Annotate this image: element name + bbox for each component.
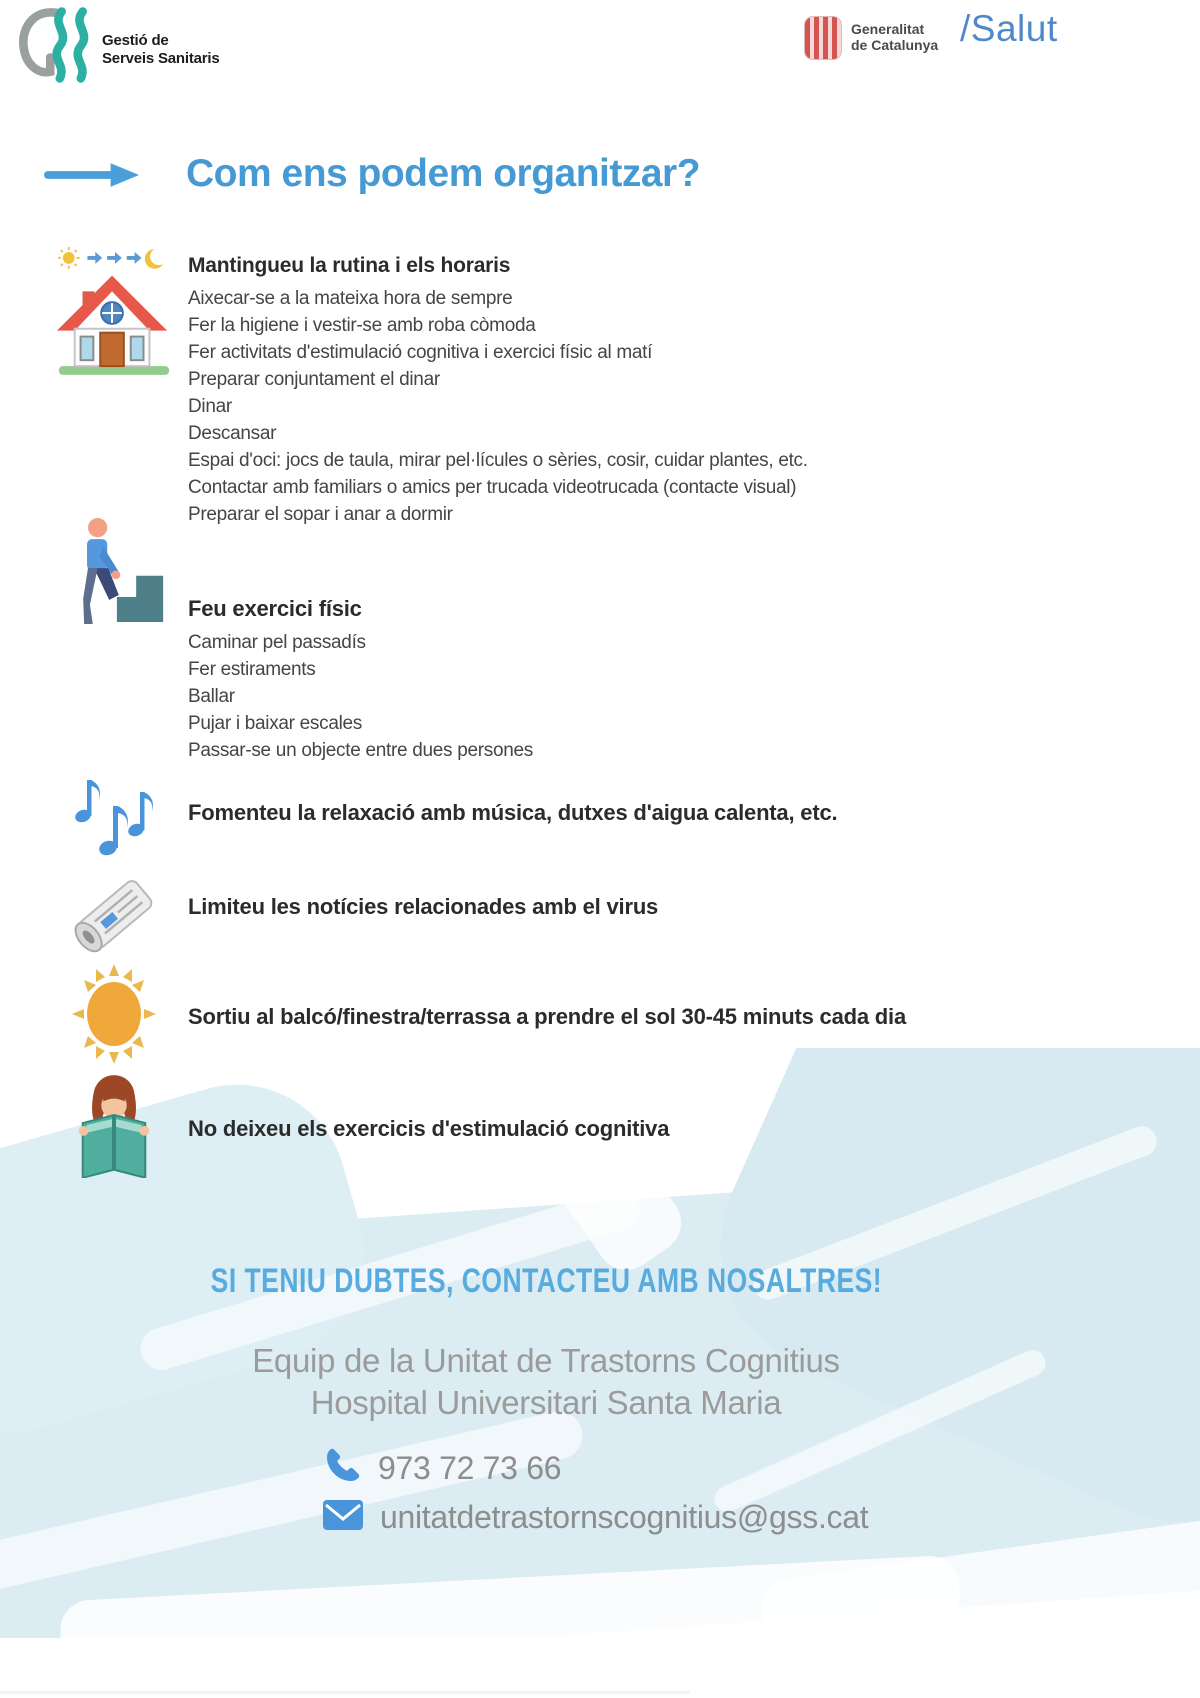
list-item: Fer activitats d'estimulació cognitiva i exercici físic al matí [188,342,653,363]
team-block [0,1340,1092,1424]
phone-number: 973 72 73 66 [378,1450,562,1486]
generalitat-text [851,21,938,53]
email-address: unitatdetrastornscognitius@gss.cat [380,1499,869,1535]
list-item: Aixecar-se a la mateixa hora de sempre [188,288,513,309]
generalitat-line1: Generalitat [851,21,925,37]
newspaper-icon [65,868,163,971]
envelope-icon [322,1499,364,1536]
gss-text-line2: Serveis Sanitaris [102,50,220,67]
section-relaxation [40,770,1170,867]
list-item: Fer la higiene i vestir-se amb roba còmoda [188,315,536,336]
section-heading: Limiteu les notícies relacionades amb el virus [188,894,659,919]
generalitat-logo [804,16,938,60]
cta-banner [0,1262,1092,1301]
phone-icon [322,1446,362,1491]
section-sunlight [40,964,1170,1069]
gss-logo [12,2,220,91]
list-item: Descansar [188,423,277,444]
section-cognitive [40,1070,1170,1183]
section-routine [40,246,1170,528]
list-item: Espai d'oci: jocs de taula, mirar pel·lícules o sèries, cosir, cuidar plantes, etc. [188,450,808,471]
climbing-stairs-icon [61,502,167,643]
email-row [322,1499,868,1536]
list-item: Pujar i baixar escales [188,713,362,734]
cta-text: SI TENIU DUBTES, CONTACTEU AMB NOSALTRES! [210,1262,882,1300]
day-night-house-icon [55,246,173,383]
sun-icon [68,964,160,1069]
music-notes-icon [66,770,162,867]
gss-text-line1: Gestió de [102,32,169,49]
section-heading: Feu exercici físic [188,596,362,621]
section-exercise [40,502,1170,764]
team-line2: Hospital Universitari Santa Maria [310,1384,782,1421]
section-news [40,868,1170,971]
gss-logo-text [102,32,220,68]
section-heading: Sortiu al balcó/finestra/terrassa a prendre el sol 30-45 minuts cada dia [188,1004,906,1029]
senyera-icon [804,16,842,60]
section-heading: No deixeu els exercicis d'estimulació cognitiva [188,1116,670,1141]
title-row [44,152,700,196]
list-item: Preparar conjuntament el dinar [188,369,440,390]
list-item: Ballar [188,686,235,707]
list-item: Dinar [188,396,232,417]
right-arrow-icon [44,160,142,195]
list-item: Passar-se un objecte entre dues persones [188,740,533,761]
list-item: Caminar pel passadís [188,632,366,653]
generalitat-line2: de Catalunya [851,37,939,53]
list-item: Preparar el sopar i anar a dormir [188,504,453,525]
contact-block [322,1446,868,1544]
section-heading: Mantingueu la rutina i els horaris [188,254,511,277]
reading-person-icon [70,1070,158,1183]
phone-row [322,1446,868,1491]
list-item: Contactar amb familiars o amics per trucada videotrucada (contacte visual) [188,477,797,498]
page-title: Com ens podem organitzar? [186,152,701,195]
salut-brand: /Salut [960,8,1058,49]
team-line1: Equip de la Unitat de Trastorns Cognitius [252,1342,840,1379]
page-bottom-edge [0,1691,690,1694]
section-heading: Fomenteu la relaxació amb música, dutxes d'aigua calenta, etc. [188,800,838,825]
gss-logo-icon [12,2,98,91]
list-item: Fer estiraments [188,659,316,680]
